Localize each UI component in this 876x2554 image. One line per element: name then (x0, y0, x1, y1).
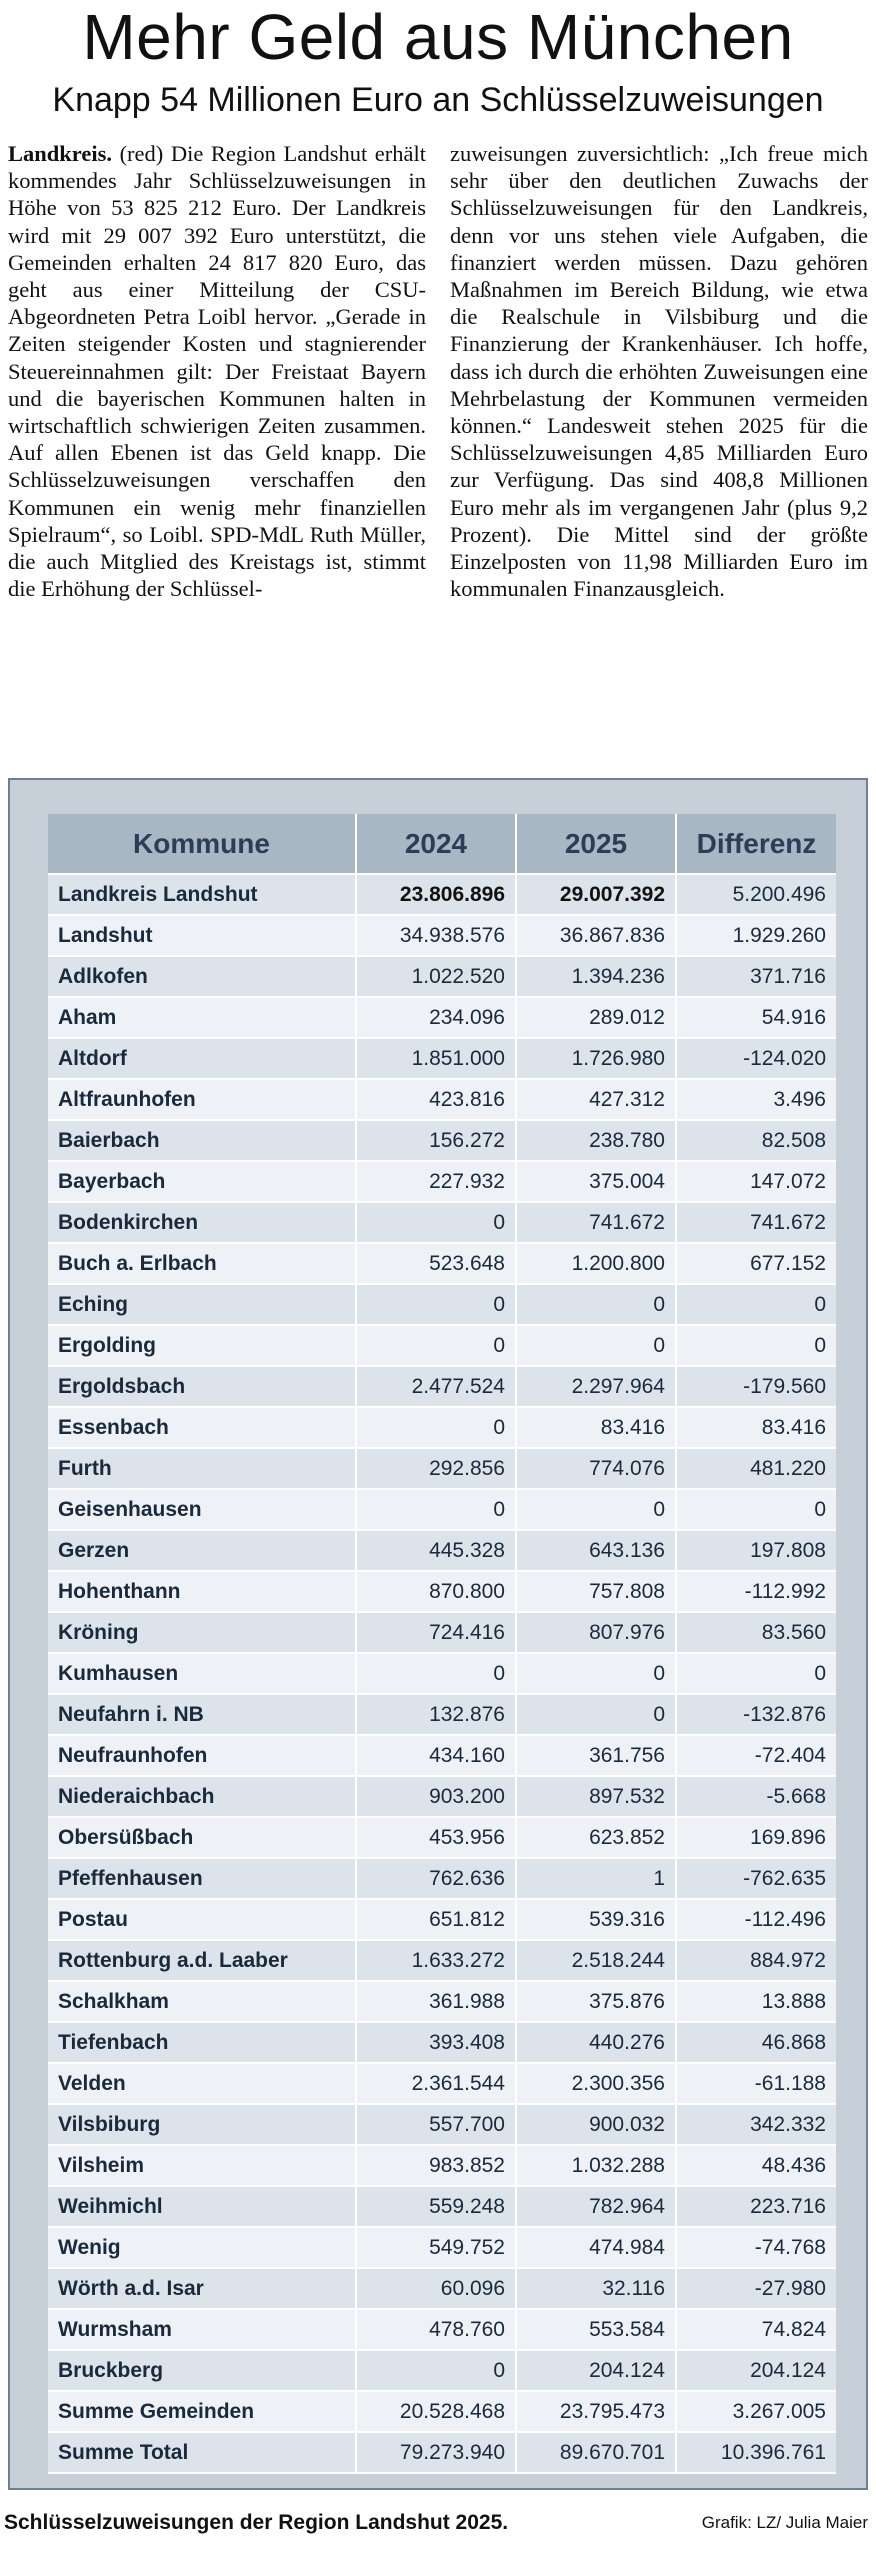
kommune-cell: Obersüßbach (48, 1817, 356, 1858)
value-2025-cell: 553.584 (516, 2309, 676, 2350)
difference-cell: 74.824 (676, 2309, 836, 2350)
value-2025-cell: 757.808 (516, 1571, 676, 1612)
difference-cell: -112.992 (676, 1571, 836, 1612)
kommune-cell: Ergoldsbach (48, 1366, 356, 1407)
value-2024-cell: 557.700 (356, 2104, 516, 2145)
graphic-credit: Grafik: LZ/ Julia Maier (701, 2513, 868, 2532)
value-2025-cell: 774.076 (516, 1448, 676, 1489)
difference-cell: 0 (676, 1653, 836, 1694)
table-row (48, 1694, 836, 1735)
table-row (48, 1981, 836, 2022)
value-2025-cell: 238.780 (516, 1120, 676, 1161)
value-2025-cell: 0 (516, 1653, 676, 1694)
value-2024-cell: 651.812 (356, 1899, 516, 1940)
difference-cell: 147.072 (676, 1161, 836, 1202)
value-2025-cell: 1.394.236 (516, 956, 676, 997)
difference-cell: 82.508 (676, 1120, 836, 1161)
kommune-cell: Neufahrn i. NB (48, 1694, 356, 1735)
value-2024-cell: 0 (356, 1202, 516, 1243)
headline: Mehr Geld aus München (82, 1, 794, 73)
value-2025-cell: 440.276 (516, 2022, 676, 2063)
difference-cell: 3.496 (676, 1079, 836, 1120)
difference-cell: 204.124 (676, 2350, 836, 2391)
table-row (48, 2227, 836, 2268)
table-row (48, 1776, 836, 1817)
table-row (48, 2309, 836, 2350)
value-2024-cell: 983.852 (356, 2145, 516, 2186)
value-2025-cell: 427.312 (516, 1079, 676, 1120)
value-2024-cell: 1.633.272 (356, 1940, 516, 1981)
value-2024-cell: 523.648 (356, 1243, 516, 1284)
table-row (48, 1940, 836, 1981)
kommune-cell: Schalkham (48, 1981, 356, 2022)
table-row (48, 2063, 836, 2104)
table-row (48, 1858, 836, 1899)
value-2025-cell: 807.976 (516, 1612, 676, 1653)
table-row (48, 1612, 836, 1653)
table-row (48, 1899, 836, 1940)
value-2024-cell: 361.988 (356, 1981, 516, 2022)
difference-cell: 169.896 (676, 1817, 836, 1858)
difference-cell: 884.972 (676, 1940, 836, 1981)
value-2024-cell: 903.200 (356, 1776, 516, 1817)
table-row (48, 1325, 836, 1366)
kommune-cell: Bruckberg (48, 2350, 356, 2391)
kommune-cell: Gerzen (48, 1530, 356, 1571)
value-2025-cell: 900.032 (516, 2104, 676, 2145)
caption-bar (0, 2505, 876, 2545)
value-2025-cell: 2.518.244 (516, 1940, 676, 1981)
difference-cell: 83.560 (676, 1612, 836, 1653)
caption-text: Schlüsselzuweisungen der Region Landshut 2025. (4, 2511, 509, 2534)
article-body (8, 140, 868, 750)
value-2024-cell: 20.528.468 (356, 2391, 516, 2432)
table-row (48, 915, 836, 956)
table-row (48, 1120, 836, 1161)
difference-cell: -124.020 (676, 1038, 836, 1079)
value-2024-cell: 0 (356, 1325, 516, 1366)
difference-cell: 0 (676, 1284, 836, 1325)
table-row (48, 1448, 836, 1489)
value-2024-cell: 79.273.940 (356, 2432, 516, 2473)
table-row (48, 1161, 836, 1202)
value-2025-cell: 1.726.980 (516, 1038, 676, 1079)
table-row (48, 2432, 836, 2473)
value-2024-cell: 2.361.544 (356, 2063, 516, 2104)
kommune-cell: Wurmsham (48, 2309, 356, 2350)
kommune-cell: Essenbach (48, 1407, 356, 1448)
difference-cell: -61.188 (676, 2063, 836, 2104)
value-2024-cell: 870.800 (356, 1571, 516, 1612)
value-2024-cell: 478.760 (356, 2309, 516, 2350)
table-row (48, 1202, 836, 1243)
kommune-cell: Tiefenbach (48, 2022, 356, 2063)
table-header-row (48, 814, 836, 874)
header-kommune: Kommune (48, 814, 356, 874)
kommune-cell: Landshut (48, 915, 356, 956)
table-row (48, 1284, 836, 1325)
table-row (48, 1079, 836, 1120)
kommune-cell: Bodenkirchen (48, 1202, 356, 1243)
infographic-box (8, 778, 868, 2490)
difference-cell: 223.716 (676, 2186, 836, 2227)
value-2025-cell: 539.316 (516, 1899, 676, 1940)
kommune-cell: Baierbach (48, 1120, 356, 1161)
value-2024-cell: 1.851.000 (356, 1038, 516, 1079)
value-2025-cell: 0 (516, 1325, 676, 1366)
difference-cell: 46.868 (676, 2022, 836, 2063)
difference-cell: 677.152 (676, 1243, 836, 1284)
table-row (48, 1243, 836, 1284)
kommune-cell: Wenig (48, 2227, 356, 2268)
value-2024-cell: 453.956 (356, 1817, 516, 1858)
value-2025-cell: 0 (516, 1284, 676, 1325)
value-2025-cell: 36.867.836 (516, 915, 676, 956)
value-2024-cell: 445.328 (356, 1530, 516, 1571)
value-2024-cell: 0 (356, 1284, 516, 1325)
table-row (48, 1735, 836, 1776)
dateline: Landkreis. (8, 141, 112, 166)
value-2025-cell: 23.795.473 (516, 2391, 676, 2432)
table-row (48, 2022, 836, 2063)
value-2025-cell: 89.670.701 (516, 2432, 676, 2473)
difference-cell: -74.768 (676, 2227, 836, 2268)
table-row (48, 1571, 836, 1612)
difference-cell: -112.496 (676, 1899, 836, 1940)
kommune-cell: Velden (48, 2063, 356, 2104)
kommune-cell: Pfeffenhausen (48, 1858, 356, 1899)
kommune-cell: Landkreis Landshut (48, 874, 356, 915)
subheadline: Knapp 54 Millionen Euro an Schlüsselzuweisungen (52, 81, 824, 119)
kommune-cell: Adlkofen (48, 956, 356, 997)
kommune-cell: Postau (48, 1899, 356, 1940)
kommune-cell: Ergolding (48, 1325, 356, 1366)
difference-cell: -132.876 (676, 1694, 836, 1735)
kommune-cell: Vilsbiburg (48, 2104, 356, 2145)
difference-cell: -72.404 (676, 1735, 836, 1776)
difference-cell: 54.916 (676, 997, 836, 1038)
kommune-cell: Summe Gemeinden (48, 2391, 356, 2432)
value-2025-cell: 643.136 (516, 1530, 676, 1571)
difference-cell: 5.200.496 (676, 874, 836, 915)
value-2024-cell: 60.096 (356, 2268, 516, 2309)
value-2025-cell: 375.004 (516, 1161, 676, 1202)
table-row (48, 1489, 836, 1530)
difference-cell: 481.220 (676, 1448, 836, 1489)
value-2024-cell: 423.816 (356, 1079, 516, 1120)
value-2024-cell: 559.248 (356, 2186, 516, 2227)
table-row (48, 2350, 836, 2391)
value-2025-cell: 29.007.392 (516, 874, 676, 915)
value-2024-cell: 1.022.520 (356, 956, 516, 997)
table-row (48, 1366, 836, 1407)
header-differenz: Differenz (676, 814, 836, 874)
value-2024-cell: 234.096 (356, 997, 516, 1038)
difference-cell: 13.888 (676, 1981, 836, 2022)
table-row (48, 1530, 836, 1571)
value-2024-cell: 434.160 (356, 1735, 516, 1776)
value-2025-cell: 204.124 (516, 2350, 676, 2391)
difference-cell: 10.396.761 (676, 2432, 836, 2473)
difference-cell: -762.635 (676, 1858, 836, 1899)
table-row (48, 2186, 836, 2227)
table-row (48, 2145, 836, 2186)
header-2024: 2024 (356, 814, 516, 874)
difference-cell: 3.267.005 (676, 2391, 836, 2432)
difference-cell: 371.716 (676, 956, 836, 997)
kommune-cell: Rottenburg a.d. Laaber (48, 1940, 356, 1981)
table-row (48, 2104, 836, 2145)
difference-cell: 1.929.260 (676, 915, 836, 956)
kommune-cell: Geisenhausen (48, 1489, 356, 1530)
table-body (48, 874, 836, 2473)
difference-cell: 197.808 (676, 1530, 836, 1571)
difference-cell: 83.416 (676, 1407, 836, 1448)
table-row (48, 2268, 836, 2309)
difference-cell: 342.332 (676, 2104, 836, 2145)
difference-cell: -5.668 (676, 1776, 836, 1817)
table-row (48, 1407, 836, 1448)
kommune-cell: Vilsheim (48, 2145, 356, 2186)
value-2024-cell: 549.752 (356, 2227, 516, 2268)
article-column-1 (8, 140, 426, 750)
value-2025-cell: 1.032.288 (516, 2145, 676, 2186)
kommune-cell: Kröning (48, 1612, 356, 1653)
value-2024-cell: 724.416 (356, 1612, 516, 1653)
difference-cell: 48.436 (676, 2145, 836, 2186)
value-2024-cell: 23.806.896 (356, 874, 516, 915)
value-2024-cell: 0 (356, 1489, 516, 1530)
article-column-1-text: (red) Die Region Landshut erhält kommendes Jahr Schlüsselzuweisungen in Höhe von 53 825 212 Euro. Der Landkreis wird mit 29 007 392 Euro unterstützt, die Gemeinden erhalten 24 817 820 Euro, das geht aus einer Mitteilung der CSU-Abgeordneten Petra Loibl hervor. „Gerade in Zeiten steigender Kosten und stagnierender Steuereinnahmen gilt: Der Freistaat Bayern und die bayerischen Kommunen halten in wirtschaftlich schwierigen Zeiten zusammen. Auf allen Ebenen ist das Geld knapp. Die Schlüsselzuweisungen verschaffen den Kommunen ein wenig mehr finanziellen Spielraum“, so Loibl. SPD-MdL Ruth Müller, die auch Mitglied des Kreistags ist, stimmt die Erhöhung der Schlüssel- (8, 141, 426, 602)
value-2024-cell: 0 (356, 1653, 516, 1694)
value-2025-cell: 2.300.356 (516, 2063, 676, 2104)
difference-cell: -27.980 (676, 2268, 836, 2309)
table-row (48, 2391, 836, 2432)
kommune-cell: Hohenthann (48, 1571, 356, 1612)
kommune-cell: Eching (48, 1284, 356, 1325)
value-2024-cell: 292.856 (356, 1448, 516, 1489)
kommune-cell: Altfraunhofen (48, 1079, 356, 1120)
kommune-cell: Furth (48, 1448, 356, 1489)
table-row (48, 1038, 836, 1079)
value-2025-cell: 361.756 (516, 1735, 676, 1776)
kommune-cell: Summe Total (48, 2432, 356, 2473)
article-column-2: zuweisungen zuversichtlich: „Ich freue mich sehr über den deutlichen Zuwachs der Schlüsselzuweisungen für den Landkreis, denn vor uns stehen viele Aufgaben, die finanziert werden müssen. Dazu gehören Maßnahmen im Bereich Bildung, wie etwa die Realschule in Vilsbiburg und die Finanzierung der Krankenhäuser. Ich hoffe, dass ich durch die erhöhten Zuweisungen eine Mehrbelastung der Kommunen vermeiden können.“ Landesweit stehen 2025 für die Schlüsselzuweisungen 4,85 Milliarden Euro zur Verfügung. Das sind 408,8 Millionen Euro mehr als im vergangenen Jahr (plus 9,2 Prozent). Die Mittel sind der größte Einzelposten von 11,98 Milliarden Euro im kommunalen Finanzausgleich. (450, 141, 868, 602)
allocation-table (48, 814, 836, 2474)
kommune-cell: Aham (48, 997, 356, 1038)
value-2025-cell: 623.852 (516, 1817, 676, 1858)
value-2025-cell: 897.532 (516, 1776, 676, 1817)
kommune-cell: Altdorf (48, 1038, 356, 1079)
table-row (48, 956, 836, 997)
kommune-cell: Kumhausen (48, 1653, 356, 1694)
value-2025-cell: 2.297.964 (516, 1366, 676, 1407)
difference-cell: 741.672 (676, 1202, 836, 1243)
header-2025: 2025 (516, 814, 676, 874)
value-2025-cell: 289.012 (516, 997, 676, 1038)
value-2025-cell: 375.876 (516, 1981, 676, 2022)
value-2025-cell: 474.984 (516, 2227, 676, 2268)
value-2024-cell: 762.636 (356, 1858, 516, 1899)
value-2025-cell: 0 (516, 1489, 676, 1530)
value-2024-cell: 227.932 (356, 1161, 516, 1202)
value-2024-cell: 0 (356, 2350, 516, 2391)
value-2025-cell: 1 (516, 1858, 676, 1899)
value-2024-cell: 34.938.576 (356, 915, 516, 956)
table-row (48, 1653, 836, 1694)
value-2025-cell: 83.416 (516, 1407, 676, 1448)
value-2024-cell: 132.876 (356, 1694, 516, 1735)
value-2025-cell: 32.116 (516, 2268, 676, 2309)
difference-cell: 0 (676, 1489, 836, 1530)
kommune-cell: Buch a. Erlbach (48, 1243, 356, 1284)
difference-cell: -179.560 (676, 1366, 836, 1407)
table-row (48, 874, 836, 915)
kommune-cell: Niederaichbach (48, 1776, 356, 1817)
kommune-cell: Wörth a.d. Isar (48, 2268, 356, 2309)
kommune-cell: Weihmichl (48, 2186, 356, 2227)
kommune-cell: Bayerbach (48, 1161, 356, 1202)
value-2024-cell: 393.408 (356, 2022, 516, 2063)
table-row (48, 1817, 836, 1858)
value-2025-cell: 1.200.800 (516, 1243, 676, 1284)
value-2024-cell: 156.272 (356, 1120, 516, 1161)
value-2025-cell: 0 (516, 1694, 676, 1735)
value-2025-cell: 782.964 (516, 2186, 676, 2227)
kommune-cell: Neufraunhofen (48, 1735, 356, 1776)
table-row (48, 997, 836, 1038)
difference-cell: 0 (676, 1325, 836, 1366)
value-2025-cell: 741.672 (516, 1202, 676, 1243)
value-2024-cell: 0 (356, 1407, 516, 1448)
value-2024-cell: 2.477.524 (356, 1366, 516, 1407)
